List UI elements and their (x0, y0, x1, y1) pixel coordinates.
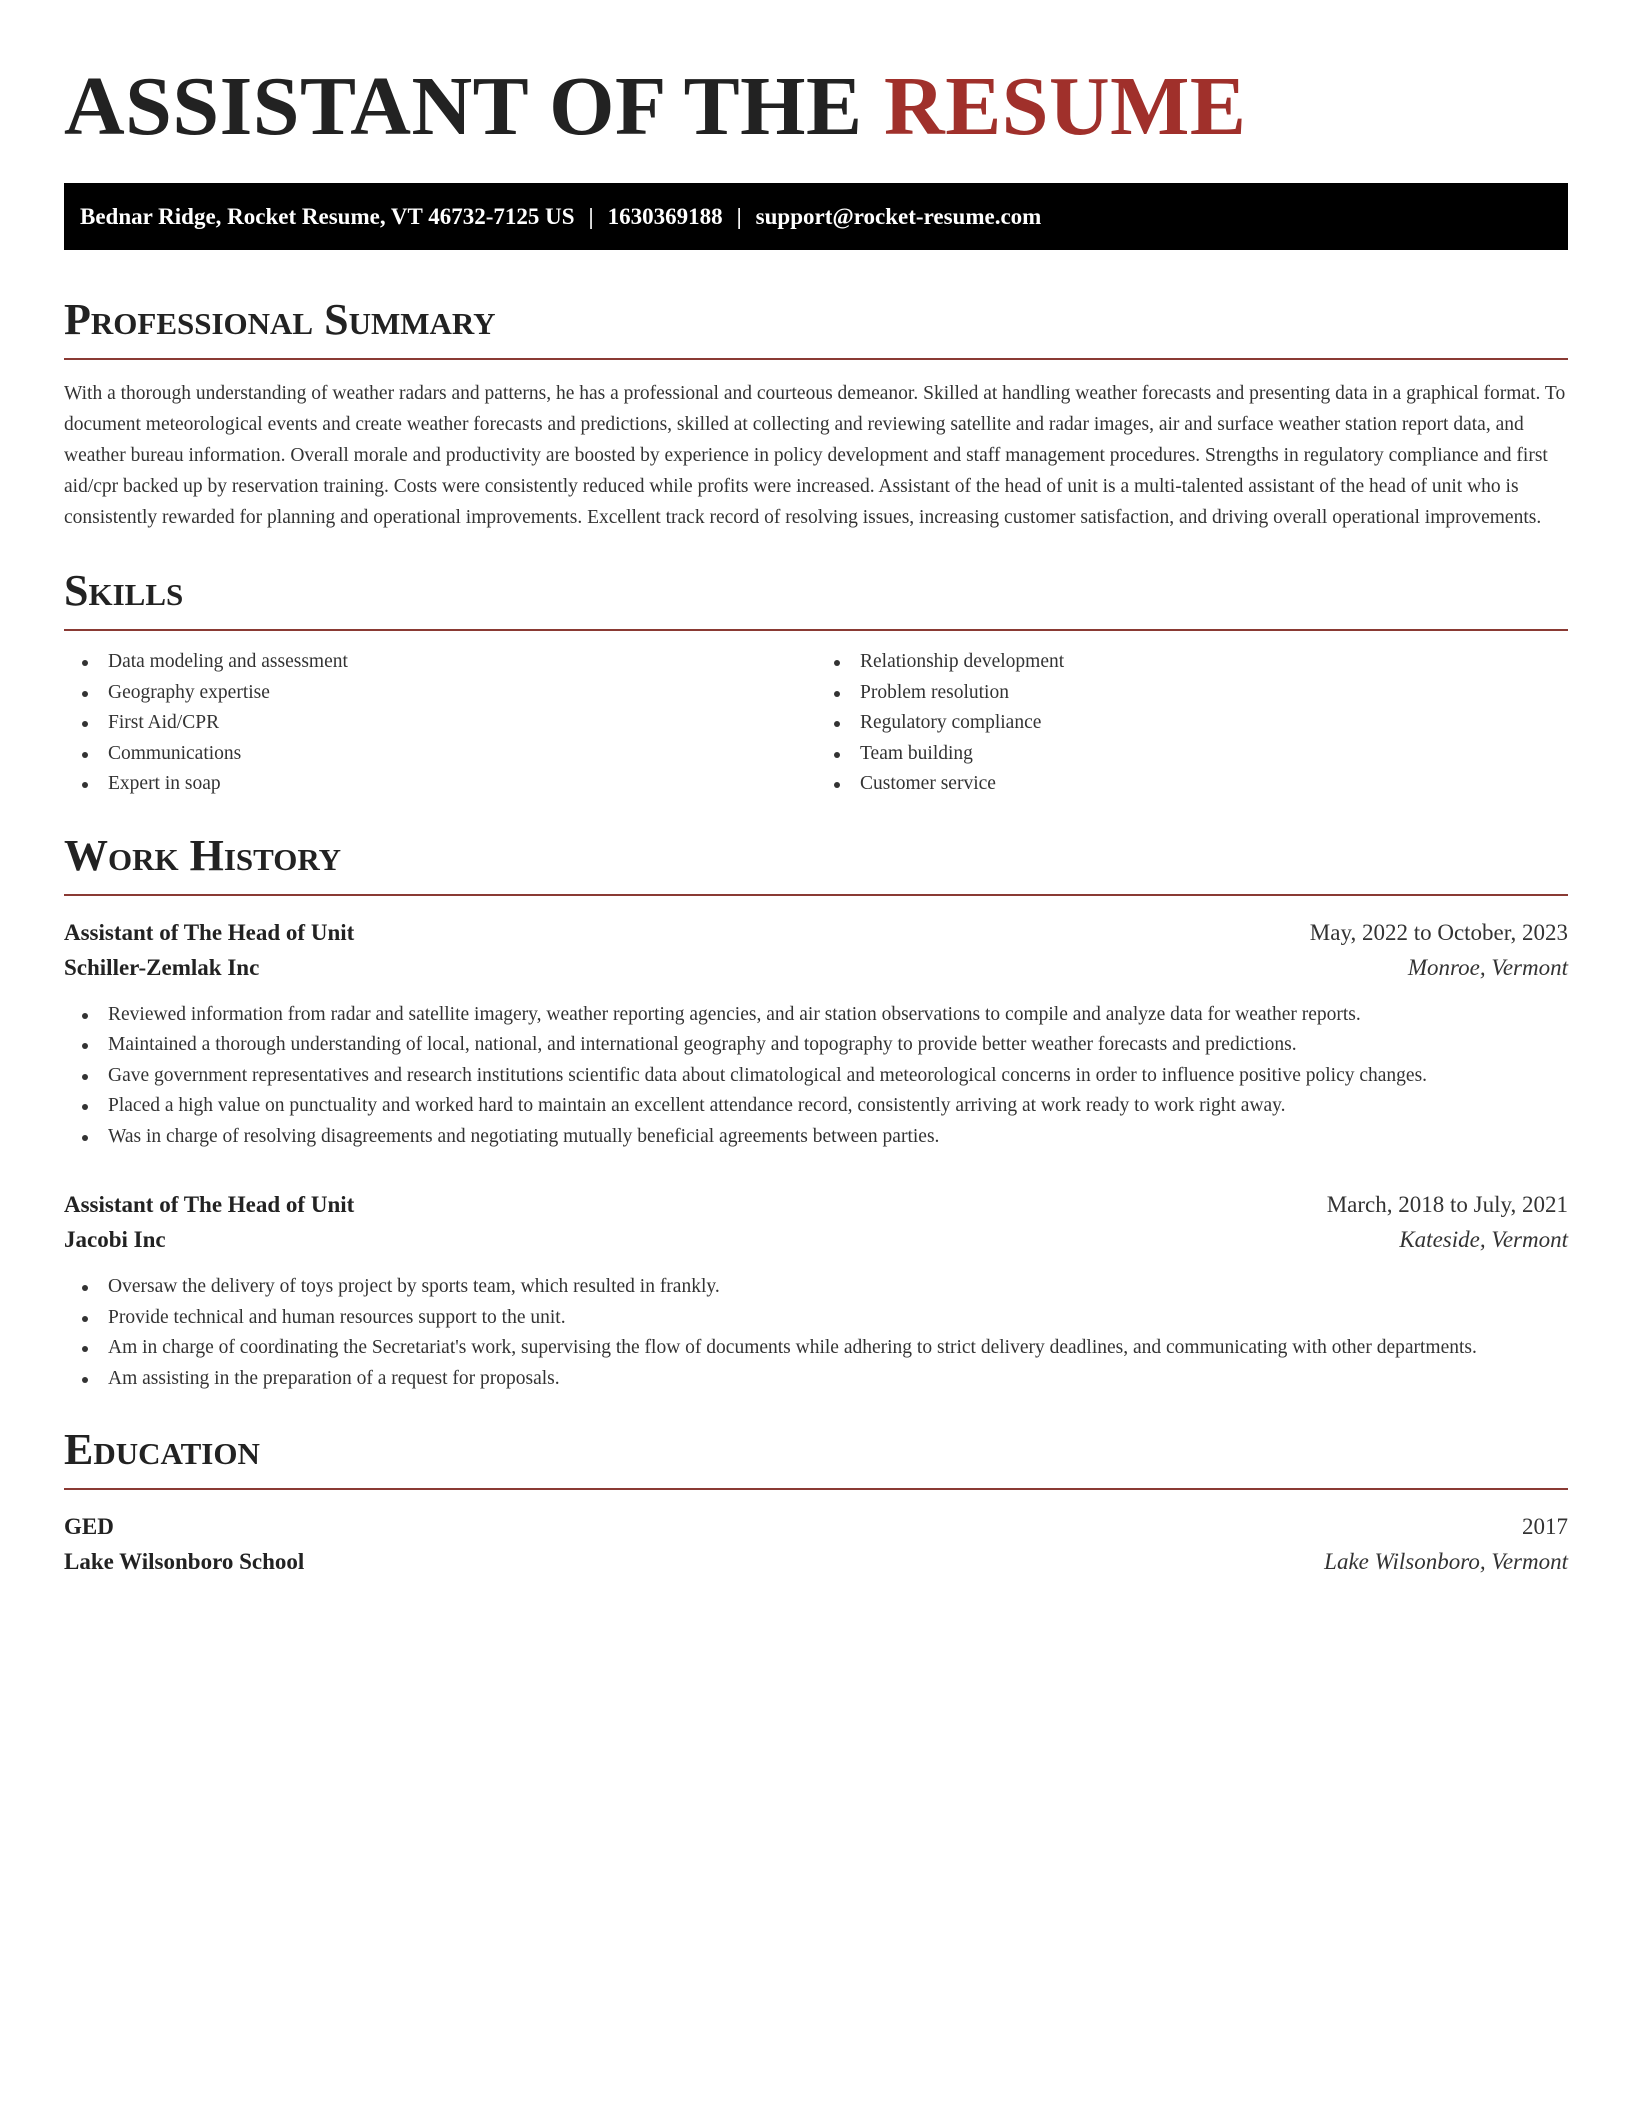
contact-email: support@rocket-resume.com (755, 203, 1042, 229)
job-bullet: Was in charge of resolving disagreements and negotiating mutually beneficial agreements between parties. (64, 1122, 1568, 1153)
skill-item: First Aid/CPR (64, 708, 816, 739)
job-bullet: Am in charge of coordinating the Secretariat's work, supervising the flow of documents while adhering to strict delivery deadlines, and communicating with other departments. (64, 1333, 1568, 1364)
job-header-row (64, 916, 1568, 950)
job-bullets (64, 1272, 1568, 1394)
work-history-section (64, 830, 1568, 1395)
job-entry (64, 916, 1568, 1153)
contact-phone: 1630369188 (607, 203, 723, 229)
education-school-row (64, 1544, 1568, 1580)
education-entry (64, 1510, 1568, 1580)
job-bullet: Am assisting in the preparation of a request for proposals. (64, 1364, 1568, 1395)
education-school: Lake Wilsonboro School (64, 1549, 305, 1574)
contact-separator: | (736, 203, 742, 229)
job-bullet: Placed a high value on punctuality and worked hard to maintain an excellent attendance record, consistently arriving at work ready to work right away. (64, 1091, 1568, 1122)
skill-item: Geography expertise (64, 678, 816, 709)
job-company-row (64, 950, 1568, 986)
job-bullet: Provide technical and human resources support to the unit. (64, 1303, 1568, 1334)
job-company-row (64, 1222, 1568, 1258)
job-bullet: Oversaw the delivery of toys project by sports team, which resulted in frankly. (64, 1272, 1568, 1303)
name-last: RESUME (884, 60, 1247, 153)
education-section (64, 1425, 1568, 1580)
skill-item: Customer service (816, 769, 1568, 800)
education-degree-row (64, 1510, 1568, 1544)
skills-section (64, 566, 1568, 800)
summary-section (64, 295, 1568, 533)
skills-grid (64, 647, 1568, 800)
skills-list-right (816, 647, 1568, 800)
contact-bar (64, 183, 1568, 250)
skill-item: Communications (64, 739, 816, 770)
skill-item: Expert in soap (64, 769, 816, 800)
job-title: Assistant of The Head of Unit (64, 919, 355, 945)
work-history-heading: Work History (64, 834, 1568, 896)
contact-address: Bednar Ridge, Rocket Resume, VT 46732-7125 US (80, 203, 575, 229)
skill-item: Problem resolution (816, 678, 1568, 709)
job-bullet: Maintained a thorough understanding of local, national, and international geography and topography to provide better weather forecasts and predictions. (64, 1030, 1568, 1061)
skill-item: Data modeling and assessment (64, 647, 816, 678)
job-header-row (64, 1188, 1568, 1222)
job-location: Monroe, Vermont (1407, 954, 1568, 980)
skills-heading: Skills (64, 569, 1568, 631)
skills-list-left (64, 647, 816, 800)
skill-item: Team building (816, 739, 1568, 770)
resume-name (64, 60, 1568, 153)
name-first: ASSISTANT OF THE (64, 60, 863, 153)
job-dates: March, 2018 to July, 2021 (1326, 1192, 1568, 1217)
contact-separator: | (588, 203, 594, 229)
education-location: Lake Wilsonboro, Vermont (1324, 1549, 1568, 1574)
skill-item: Relationship development (816, 647, 1568, 678)
job-title: Assistant of The Head of Unit (64, 1192, 355, 1217)
education-heading: Education (64, 1428, 1568, 1490)
job-entry (64, 1188, 1568, 1394)
summary-text: With a thorough understanding of weather radars and patterns, he has a professional and courteous demeanor. Skilled at handling weather forecasts and presenting data in a graphical format. To document meteorological events and create weather forecasts and predictions, skilled at collecting and reviewing satellite and radar images, air and surface weather station report data, and weather bureau information. Overall morale and productivity are boosted by experience in policy development and staff management procedures. Strengths in regulatory compliance and first aid/cpr backed up by reservation training. Costs were consistently reduced while profits were increased. Assistant of the head of unit is a multi-talented assistant of the head of unit who is consistently rewarded for planning and operational improvements. Excellent track record of resolving issues, increasing customer satisfaction, and driving overall operational improvements. (64, 383, 1566, 528)
education-degree: GED (64, 1514, 114, 1539)
job-bullets (64, 1000, 1568, 1153)
job-location: Kateside, Vermont (1399, 1227, 1568, 1252)
job-company: Jacobi Inc (64, 1227, 166, 1252)
skill-item: Regulatory compliance (816, 708, 1568, 739)
job-company: Schiller-Zemlak Inc (64, 954, 260, 980)
job-bullet: Gave government representatives and research institutions scientific data about climatological and meteorological concerns in order to influence positive policy changes. (64, 1061, 1568, 1092)
summary-heading: Professional Summary (64, 298, 1568, 360)
job-dates: May, 2022 to October, 2023 (1309, 919, 1568, 945)
education-year: 2017 (1522, 1514, 1568, 1539)
job-bullet: Reviewed information from radar and satellite imagery, weather reporting agencies, and air station observations to compile and analyze data for weather reports. (64, 1000, 1568, 1031)
